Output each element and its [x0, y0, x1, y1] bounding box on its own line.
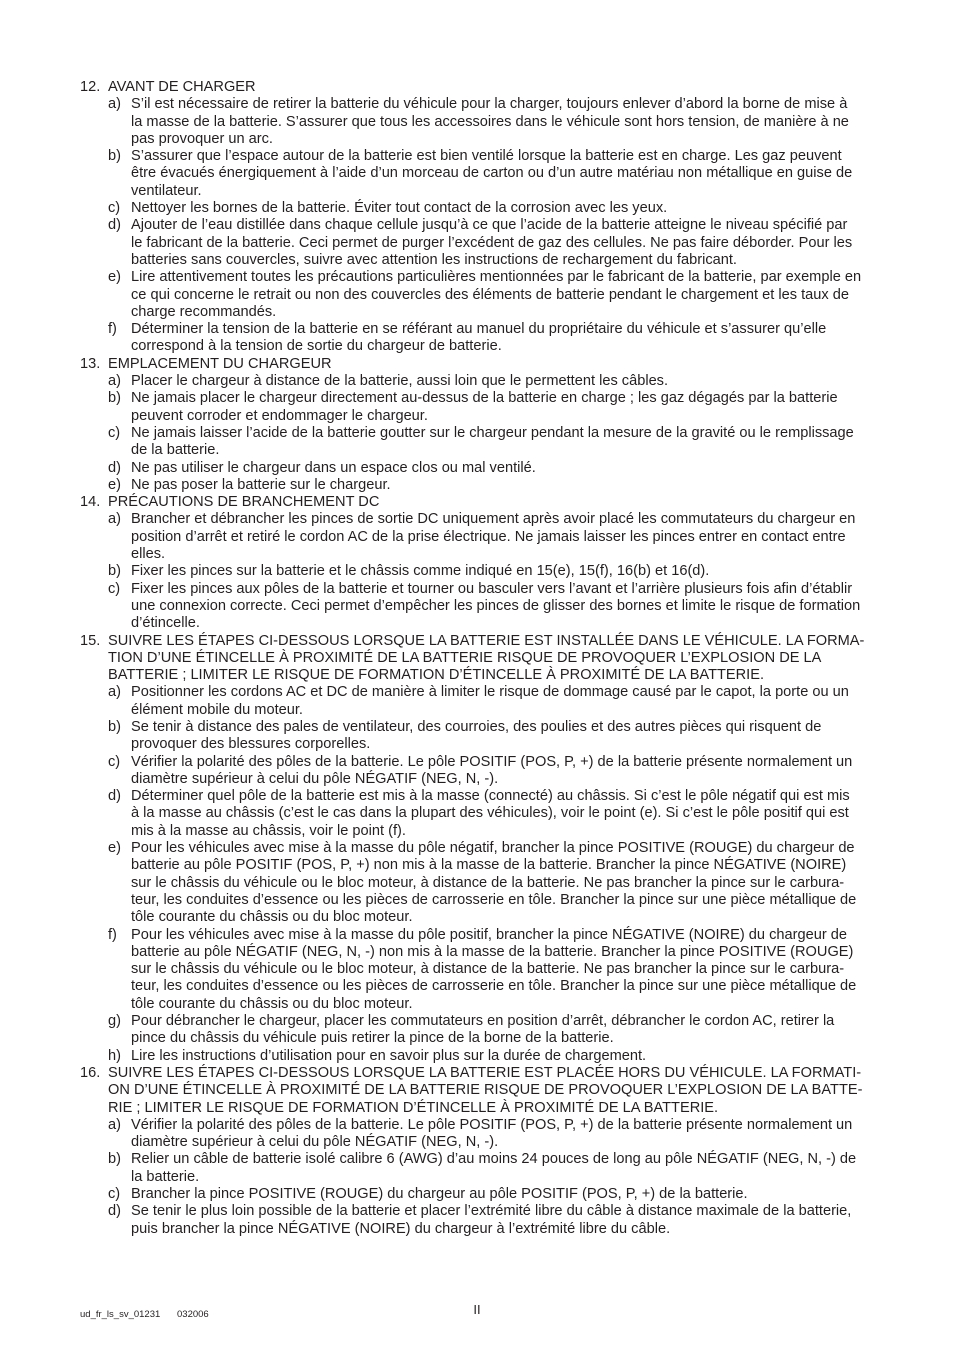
item-text-line: pas provoquer un arc.	[131, 130, 273, 147]
section-title-line: BATTERIE ; LIMITER LE RISQUE DE FORMATION D’ÉTINCELLE À PROXIMITÉ DE LA BATTERIE.	[108, 667, 765, 684]
item-text-line: tôle courante du châssis ou du bloc moteur.	[131, 995, 413, 1012]
item-text-line: la batterie.	[131, 1168, 200, 1185]
item-a	[0, 373, 954, 390]
item-letter: e)	[108, 269, 121, 286]
item-text-line: Lire les instructions d’utilisation pour en savoir plus sur la durée de chargement.	[131, 1047, 647, 1064]
section-title-line: ON D’UNE ÉTINCELLE À PROXIMITÉ DE LA BATTERIE RISQUE DE PROVOQUER L’EXPLOSION DE LA BATTE-	[108, 1082, 863, 1099]
item-f	[0, 321, 954, 356]
item-text-line: Ne pas utiliser le chargeur dans un espace clos ou mal ventilé.	[131, 459, 536, 476]
item-b	[0, 563, 954, 580]
item-letter: b)	[108, 718, 121, 735]
item-text-line: ventilateur.	[131, 182, 202, 199]
item-text-line: batterie au pôle NÉGATIF (NEG, N, -) non mis à la masse de la batterie. Brancher la pince POSITIVE (ROUGE)	[131, 943, 854, 960]
item-text-line: Ajouter de l’eau distillée dans chaque cellule jusqu’à ce que l’acide de la batterie atteigne le niveau spécifié par	[131, 217, 848, 234]
item-text-line: puis brancher la pince NÉGATIVE (NOIRE) du chargeur à l’extrémité libre du câble.	[131, 1220, 671, 1237]
item-text-line: Déterminer quel pôle de la batterie est mis à la masse (connecté) au châssis. Si c’est le pôle négatif qui est mis	[131, 788, 850, 805]
section-heading	[0, 79, 954, 96]
item-text-line: Fixer les pinces aux pôles de la batterie et tourner ou basculer vers l’avant et l’arrière plusieurs fois afin d’établir	[131, 580, 853, 597]
item-e	[0, 269, 954, 321]
item-letter: d)	[108, 217, 121, 234]
section-13	[0, 356, 954, 494]
item-d	[0, 1203, 954, 1238]
item-letter: e)	[108, 476, 121, 493]
item-letter: b)	[108, 1151, 121, 1168]
section-title-line: EMPLACEMENT DU CHARGEUR	[108, 355, 332, 372]
item-text-line: la masse de la batterie. S’assurer que tous les accessoires dans le véhicule sont hors tension, de manière à ne	[131, 113, 849, 130]
item-f	[0, 927, 954, 1013]
item-letter: c)	[108, 580, 121, 597]
section-12	[0, 79, 954, 356]
item-d	[0, 460, 954, 477]
item-letter: a)	[108, 373, 121, 390]
item-a	[0, 511, 954, 563]
item-text-line: une connexion correcte. Ceci permet d’empêcher les pinces de glisser des bornes et limite le risque de formation	[131, 597, 861, 614]
item-c	[0, 1186, 954, 1203]
section-heading	[0, 356, 954, 373]
item-text-line: Pour les véhicules avec mise à la masse du pôle négatif, brancher la pince POSITIVE (ROUGE) du chargeur de	[131, 840, 855, 857]
item-b	[0, 390, 954, 425]
item-letter: f)	[108, 926, 117, 943]
item-b	[0, 719, 954, 754]
section-heading	[0, 633, 954, 685]
item-text-line: Vérifier la polarité des pôles de la batterie. Le pôle POSITIF (POS, P, +) de la batterie présente normalement un	[131, 753, 853, 770]
item-text-line: Se tenir à distance des pales de ventilateur, des courroies, des poulies et des autres pièces qui risquent de	[131, 718, 822, 735]
item-letter: a)	[108, 511, 121, 528]
section-title-line: AVANT DE CHARGER	[108, 79, 256, 95]
section-heading	[0, 494, 954, 511]
item-text-line: être évacués énergiquement à l’aide d’un morceau de carton ou d’un autre matériau non métallique en guise de	[131, 165, 853, 182]
item-b	[0, 148, 954, 200]
item-text-line: Fixer les pinces sur la batterie et le châssis comme indiqué en 15(e), 15(f), 16(b) et 16(d).	[131, 563, 710, 580]
item-text-line: S’il est nécessaire de retirer la batterie du véhicule pour la charger, toujours enlever d’abord la borne de mise à	[131, 96, 848, 113]
item-letter: c)	[108, 1186, 121, 1202]
item-text-line: mis à la masse au châssis, voir le point (f).	[131, 822, 406, 839]
item-text-line: Placer le chargeur à distance de la batterie, aussi loin que le permettent les câbles.	[131, 373, 669, 390]
item-text-line: Ne jamais laisser l’acide de la batterie goutter sur le chargeur pendant la mesure de la gravité ou le remplissage	[131, 424, 854, 441]
item-a	[0, 96, 954, 148]
item-d	[0, 217, 954, 269]
item-letter: d)	[108, 788, 121, 805]
item-text-line: Brancher la pince POSITIVE (ROUGE) du chargeur au pôle POSITIF (POS, P, +) de la batterie.	[131, 1186, 748, 1202]
item-text-line: de la batterie.	[131, 442, 220, 459]
item-a	[0, 1117, 954, 1152]
item-text-line: batteries sans couvercles, suivre avec attention les instructions de rechargement du fabricant.	[131, 251, 737, 268]
item-text-line: à la masse au châssis (c’est le cas dans la plupart des véhicules), voir le point (e). Si c’est le pôle positif qui est	[131, 805, 849, 822]
item-text-line: batterie au pôle POSITIF (POS, P, +) non mis à la masse de la batterie. Brancher la pince NÉGATIVE (NOIRE)	[131, 857, 847, 874]
item-text-line: Vérifier la polarité des pôles de la batterie. Le pôle POSITIF (POS, P, +) de la batterie présente normalement un	[131, 1116, 853, 1133]
item-letter: f)	[108, 321, 117, 338]
section-14	[0, 494, 954, 632]
item-letter: a)	[108, 684, 121, 701]
section-15	[0, 633, 954, 1065]
item-text-line: Ne pas poser la batterie sur le chargeur.	[131, 476, 391, 493]
section-title-line: RIE ; LIMITER LE RISQUE DE FORMATION D’ÉTINCELLE À PROXIMITÉ DE LA BATTERIE.	[108, 1099, 719, 1116]
date-code: 032006	[177, 1309, 209, 1320]
item-text-line: Brancher et débrancher les pinces de sortie DC uniquement après avoir placé les commutateurs du chargeur en	[131, 511, 856, 528]
item-g	[0, 1013, 954, 1048]
item-text-line: peuvent corroder et endommager le chargeur.	[131, 407, 428, 424]
item-text-line: charge recommandés.	[131, 303, 277, 320]
section-number: 15.	[80, 632, 101, 649]
section-number: 12.	[80, 79, 101, 95]
item-text-line: ce qui concerne le retrait ou non des couvercles des éléments de batterie pendant le chargement et les taux de	[131, 286, 849, 303]
section-number: 16.	[80, 1064, 101, 1081]
item-letter: c)	[108, 200, 121, 217]
item-text-line: Lire attentivement toutes les précautions particulières mentionnées par le fabricant de la batterie, par exemple en	[131, 269, 862, 286]
item-letter: a)	[108, 1116, 121, 1133]
item-text-line: S’assurer que l’espace autour de la batterie est bien ventilé lorsque la batterie est en charge. Les gaz peuvent	[131, 148, 842, 165]
item-text-line: Ne jamais placer le chargeur directement au-dessus de la batterie en charge ; les gaz dégagés par la batterie	[131, 390, 838, 407]
item-e	[0, 840, 954, 926]
item-text-line: le fabricant de la batterie. Ceci permet de purger l’excédent de gaz des cellules. Ne pas faire déborder. Pour les	[131, 234, 853, 251]
item-h	[0, 1048, 954, 1065]
item-text-line: Se tenir le plus loin possible de la batterie et placer l’extrémité libre du câble à distance maximale de la batterie,	[131, 1203, 852, 1220]
item-d	[0, 788, 954, 840]
item-a	[0, 684, 954, 719]
item-text-line: correspond à la tension de sortie du chargeur de batterie.	[131, 338, 502, 355]
item-letter: d)	[108, 1203, 121, 1220]
section-heading	[0, 1065, 954, 1117]
item-e	[0, 477, 954, 494]
item-text-line: teur, les conduites d’essence ou les pièces de carrosserie en tôle. Brancher la pince sur une pièce métallique de	[131, 891, 857, 908]
item-letter: b)	[108, 563, 121, 580]
section-number: 13.	[80, 355, 101, 372]
item-text-line: Pour les véhicules avec mise à la masse du pôle positif, brancher la pince NÉGATIVE (NOIRE) du chargeur de	[131, 926, 847, 943]
item-text-line: pince du châssis du véhicule puis retirer la pince de la borne de la batterie.	[131, 1030, 614, 1047]
item-text-line: Pour débrancher le chargeur, placer les commutateurs en position d’arrêt, débrancher le cordon AC, retirer la	[131, 1013, 835, 1030]
item-text-line: Nettoyer les bornes de la batterie. Éviter tout contact de la corrosion avec les yeux.	[131, 200, 668, 217]
item-text-line: Positionner les cordons AC et DC de manière à limiter le risque de dommage causé par le capot, la porte ou un	[131, 684, 849, 701]
section-title-line: TION D’UNE ÉTINCELLE À PROXIMITÉ DE LA BATTERIE RISQUE DE PROVOQUER L’EXPLOSION DE LA	[108, 649, 822, 666]
item-text-line: diamètre supérieur à celui du pôle NÉGATIF (NEG, N, -).	[131, 770, 499, 787]
item-text-line: sur le châssis du véhicule ou le bloc moteur, à distance de la batterie. Ne pas brancher la pince sur le carbura-	[131, 961, 845, 978]
item-c	[0, 200, 954, 217]
item-text-line: élément mobile du moteur.	[131, 701, 303, 718]
item-b	[0, 1151, 954, 1186]
item-letter: b)	[108, 148, 121, 165]
item-letter: a)	[108, 96, 121, 113]
item-letter: g)	[108, 1013, 121, 1030]
item-text-line: teur, les conduites d’essence ou les pièces de carrosserie en tôle. Brancher la pince sur une pièce métallique de	[131, 978, 857, 995]
item-text-line: Relier un câble de batterie isolé calibre 6 (AWG) d’au moins 24 pouces de long au pôle NÉGATIF (NEG, N, -) de	[131, 1151, 857, 1168]
item-c	[0, 581, 954, 633]
item-text-line: d’étincelle.	[131, 615, 200, 632]
item-letter: c)	[108, 753, 121, 770]
item-letter: b)	[108, 390, 121, 407]
item-text-line: tôle courante du châssis ou du bloc moteur.	[131, 909, 413, 926]
document-body	[0, 79, 954, 1238]
section-title-line: SUIVRE LES ÉTAPES CI-DESSOUS LORSQUE LA BATTERIE EST INSTALLÉE DANS LE VÉHICULE. LA FORMA-	[108, 632, 865, 649]
item-text-line: position d’arrêt et retiré le cordon AC de la prise électrique. Ne jamais laisser les pinces entrer en contact entre	[131, 528, 846, 545]
document-code: ud_fr_ls_sv_01231	[80, 1309, 161, 1320]
section-16	[0, 1065, 954, 1238]
section-number: 14.	[80, 494, 101, 511]
item-letter: d)	[108, 459, 121, 476]
section-title-line: PRÉCAUTIONS DE BRANCHEMENT DC	[108, 494, 380, 511]
item-c	[0, 754, 954, 789]
section-title-line: SUIVRE LES ÉTAPES CI-DESSOUS LORSQUE LA BATTERIE EST PLACÉE HORS DU VÉHICULE. LA FORMATI-	[108, 1064, 862, 1081]
item-letter: h)	[108, 1047, 121, 1064]
item-letter: c)	[108, 424, 121, 441]
item-text-line: elles.	[131, 546, 166, 563]
page-number: II	[473, 1302, 481, 1317]
item-text-line: diamètre supérieur à celui du pôle NÉGATIF (NEG, N, -).	[131, 1134, 499, 1151]
item-c	[0, 425, 954, 460]
item-text-line: Déterminer la tension de la batterie en se référant au manuel du propriétaire du véhicule et s’assurer qu’elle	[131, 321, 827, 338]
item-text-line: provoquer des blessures corporelles.	[131, 736, 371, 753]
item-text-line: sur le châssis du véhicule ou le bloc moteur, à distance de la batterie. Ne pas brancher la pince sur le carbura-	[131, 874, 845, 891]
item-letter: e)	[108, 840, 121, 857]
